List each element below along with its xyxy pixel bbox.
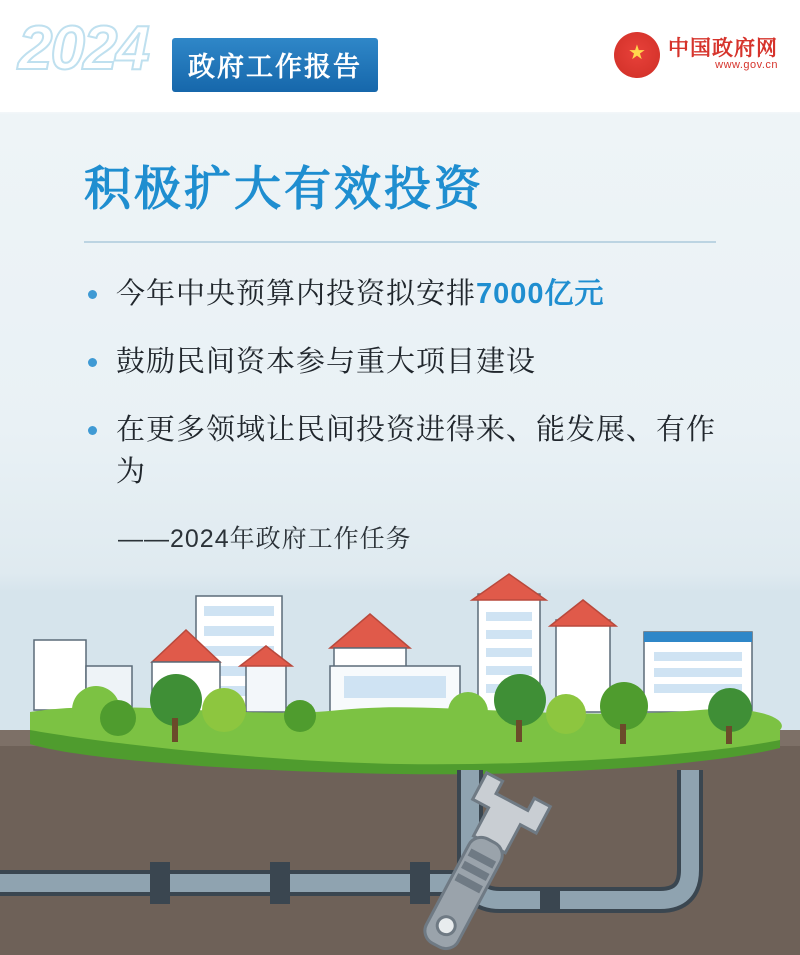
gov-site-url: www.gov.cn [715,59,778,72]
city-with-underground-pipeline-illustration [0,570,800,955]
list-item [78,341,728,383]
national-emblem-icon [614,32,660,78]
year-mark: 2024 [18,14,148,83]
emblem-star-icon: ★ [628,42,646,65]
source-note: ——2024年政府工作任务 [118,525,412,554]
bullet-highlight: 7000亿元 [476,278,605,310]
gov-logo-text [668,38,778,72]
page-title: 积极扩大有效投资 [84,162,484,215]
header [0,0,800,112]
gov-logo [614,32,778,78]
content [0,112,800,555]
report-title-tag: 政府工作报告 [172,38,378,92]
bullet-list [78,273,728,493]
gov-site-name: 中国政府网 [668,37,778,61]
list-item [78,409,728,493]
title-divider [84,241,716,243]
buildings [34,574,752,714]
bullet-text: 在更多领域让民间投资进得来、能发展、有作为 [116,414,717,489]
bullet-text: 今年中央预算内投资拟安排 [116,278,477,310]
bullet-text: 鼓励民间资本参与重大项目建设 [116,346,537,379]
list-item [78,273,728,315]
